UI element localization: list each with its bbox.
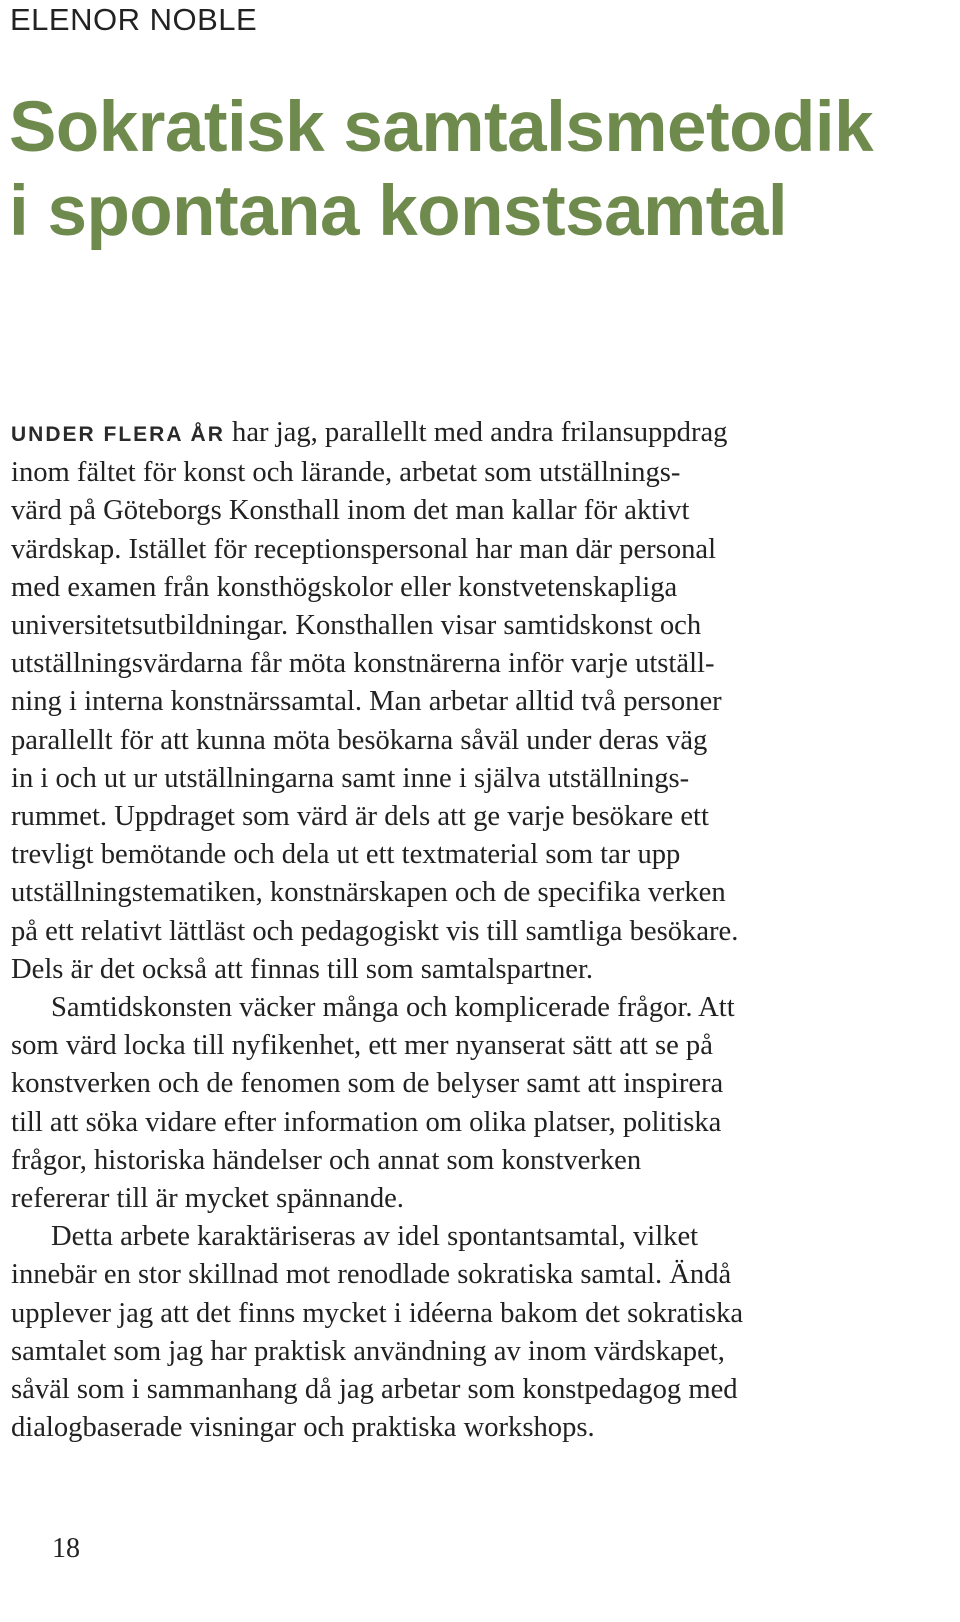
- text-line: med examen från konsthögskolor eller konstvetenskapliga: [11, 571, 678, 603]
- text-line: upplever jag att det finns mycket i idéerna bakom det sokratiska: [11, 1297, 744, 1329]
- text-line: samtalet som jag har praktisk användning av inom värdskapet,: [11, 1335, 725, 1367]
- text-line: som värd locka till nyfikenhet, ett mer nyanserat sätt att se på: [11, 1030, 713, 1062]
- text-line: trevligt bemötande och dela ut ett textmaterial som tar upp: [11, 839, 681, 871]
- text-line: utställningsvärdarna får möta konstnärerna inför varje utställ-: [11, 648, 715, 680]
- text-line-paragraph-start: Detta arbete karaktäriseras av idel spontantsamtal, vilket: [51, 1221, 699, 1253]
- text-line: Dels är det också att finnas till som samtalspartner.: [11, 953, 594, 985]
- chapter-title-line-2: i spontana konstsamtal: [9, 172, 788, 251]
- chapter-title-line-1: Sokratisk samtalsmetodik: [9, 88, 874, 167]
- text-line: värdskap. Istället för receptionspersonal har man där personal: [11, 533, 717, 565]
- text-line: inom fältet för konst och lärande, arbetat som utställnings-: [11, 457, 681, 489]
- text-line: såväl som i sammanhang då jag arbetar som konstpedagog med: [11, 1374, 738, 1406]
- body-text: [11, 414, 951, 1447]
- text-line: rummet. Uppdraget som värd är dels att ge varje besökare ett: [11, 801, 709, 833]
- lead-in-caps: UNDER FLERA ÅR: [11, 423, 225, 446]
- text-line-paragraph-start: Samtidskonsten väcker många och komplicerade frågor. Att: [51, 992, 735, 1024]
- text-line: konstverken och de fenomen som de belyser samt att inspirera: [11, 1068, 724, 1100]
- text-line: refererar till är mycket spännande.: [11, 1183, 404, 1215]
- text-line: parallellt för att kunna möta besökarna såväl under deras väg: [11, 724, 708, 756]
- text-line: frågor, historiska händelser och annat som konstverken: [11, 1144, 642, 1176]
- text-line: värd på Göteborgs Konsthall inom det man kallar för aktivt: [11, 495, 690, 527]
- text-line: utställningstematiken, konstnärskapen och de specifika verken: [11, 877, 726, 909]
- text-line: in i och ut ur utställningarna samt inne i själva utställnings-: [11, 762, 690, 794]
- text-line: till att söka vidare efter information om olika platser, politiska: [11, 1106, 722, 1138]
- chapter-title: [9, 86, 873, 254]
- text-line: ning i interna konstnärssamtal. Man arbetar alltid två personer: [11, 686, 722, 718]
- text-line: på ett relativt lättläst och pedagogiskt vis till samtliga besökare.: [11, 915, 739, 947]
- text-line: innebär en stor skillnad mot renodlade sokratiska samtal. Ändå: [11, 1259, 732, 1291]
- text-line: UNDER FLERA ÅR har jag, parallellt med andra frilansuppdrag: [11, 417, 728, 448]
- text-line: dialogbaserade visningar och praktiska workshops.: [11, 1412, 595, 1444]
- author-name: ELENOR NOBLE: [10, 2, 258, 37]
- text-line: universitetsutbildningar. Konsthallen visar samtidskonst och: [11, 610, 702, 642]
- page-number: 18: [52, 1533, 80, 1564]
